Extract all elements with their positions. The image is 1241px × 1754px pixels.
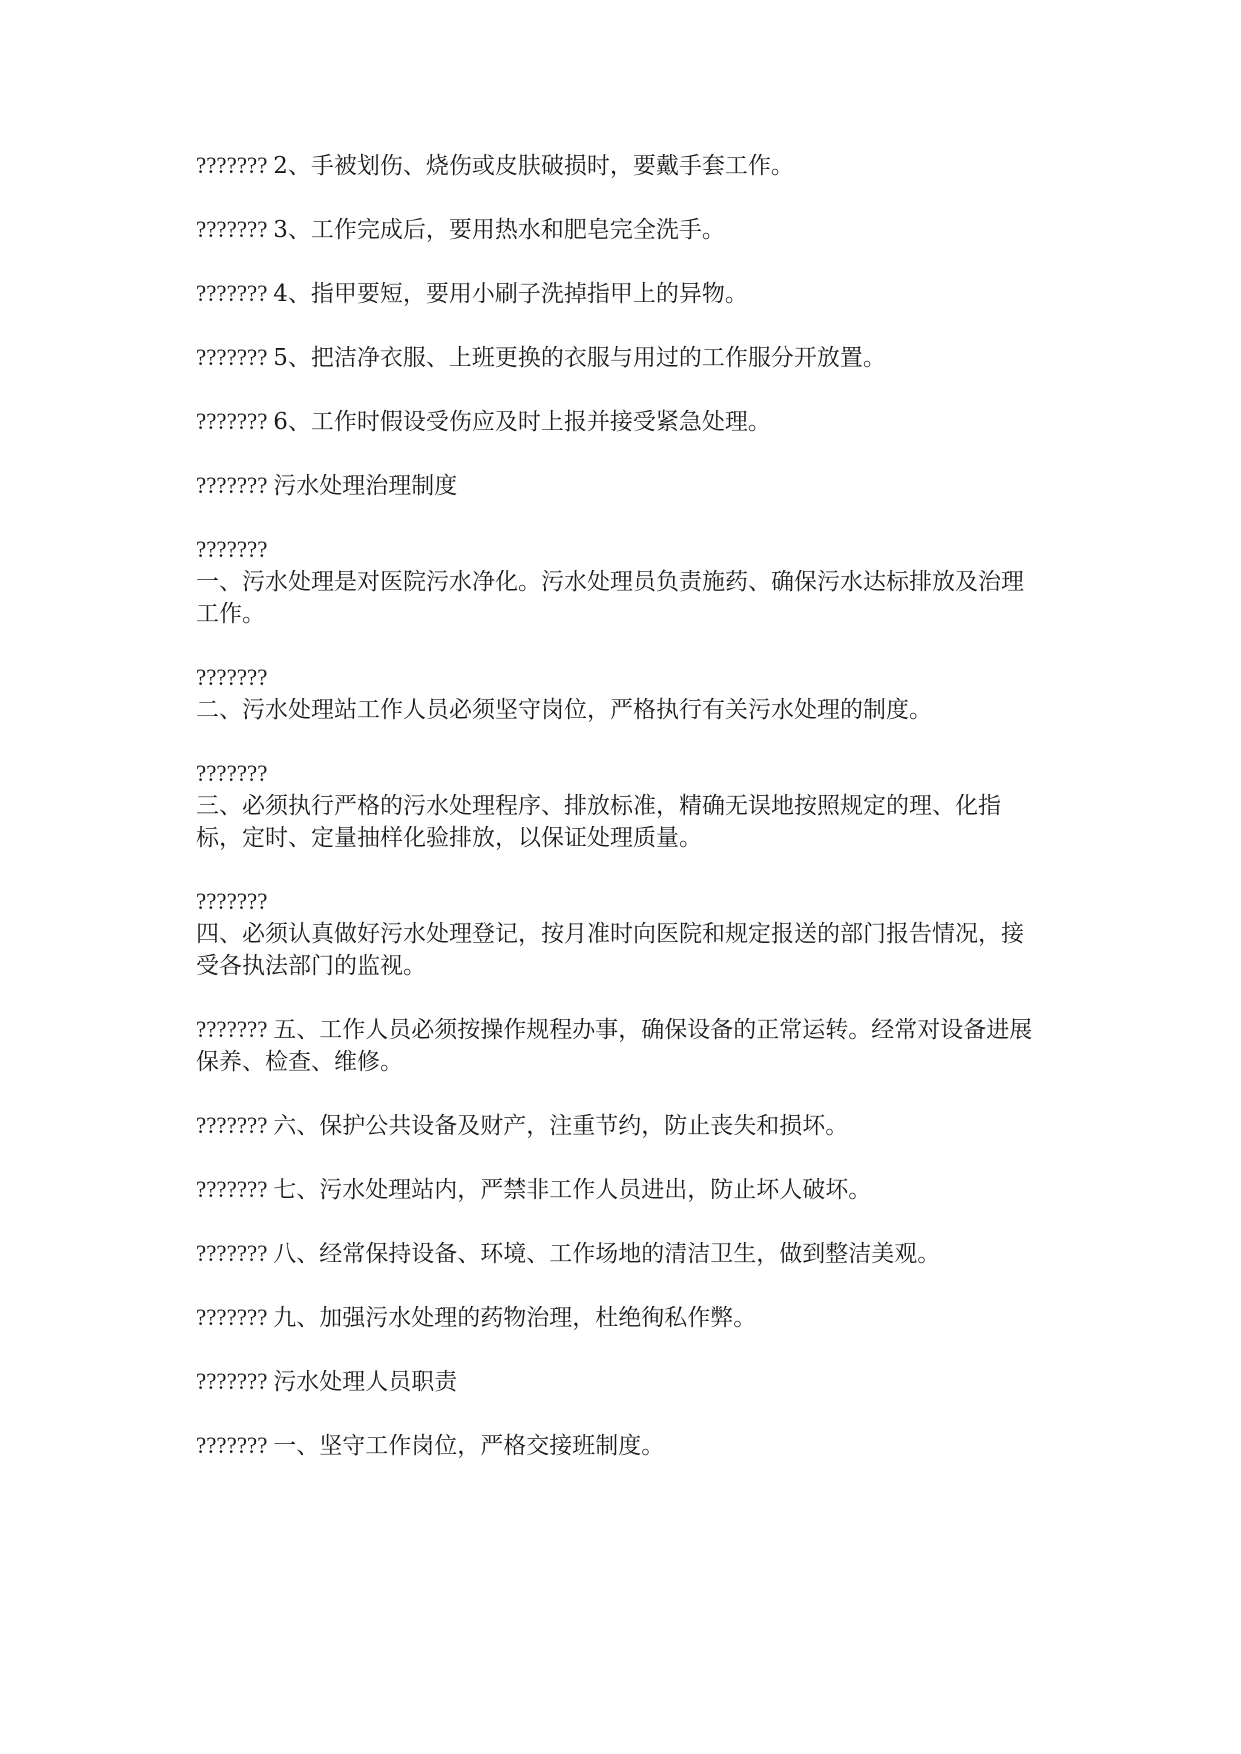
- placeholder-prefix: ???????: [196, 1305, 274, 1330]
- regulation-item-5: [196, 1014, 1036, 1078]
- regulation-item-9: [196, 1302, 1036, 1334]
- paragraph-text: 2、手被划伤、烧伤或皮肤破损时，要戴手套工作。: [273, 153, 794, 179]
- placeholder-prefix: ???????: [196, 1241, 274, 1266]
- paragraph-text: 一、污水处理是对医院污水净化。污水处理员负责施药、确保污水达标排放及治理工作。: [196, 569, 1024, 627]
- paragraph-text: 6、工作时假设受伤应及时上报并接受紧急处理。: [273, 409, 771, 435]
- paragraph-text: 九、加强污水处理的药物治理，杜绝徇私作弊。: [273, 1305, 757, 1331]
- paragraph-text: 七、污水处理站内，严禁非工作人员进出，防止坏人破坏。: [273, 1177, 872, 1203]
- document-body: [196, 150, 1036, 1494]
- section-heading-sewage-management: [196, 470, 1036, 502]
- placeholder-prefix: ???????: [196, 153, 274, 178]
- placeholder-prefix: ???????: [196, 281, 274, 306]
- paragraph-text: 一、坚守工作岗位，严格交接班制度。: [273, 1433, 665, 1459]
- regulation-item-3: [196, 758, 1036, 854]
- regulation-item-8: [196, 1238, 1036, 1270]
- placeholder-prefix: ???????: [196, 889, 268, 914]
- paragraph-item-3: [196, 214, 1036, 246]
- placeholder-prefix: ???????: [196, 761, 268, 786]
- paragraph-text: 六、保护公共设备及财产，注重节约，防止丧失和损坏。: [273, 1113, 849, 1139]
- paragraph-text: 4、指甲要短，要用小刷子洗掉指甲上的异物。: [273, 281, 748, 307]
- placeholder-prefix: ???????: [196, 665, 268, 690]
- paragraph-text: 四、必须认真做好污水处理登记，按月准时向医院和规定报送的部门报告情况，接受各执法部门的监视。: [196, 921, 1024, 979]
- placeholder-prefix: ???????: [196, 409, 274, 434]
- paragraph-item-5: [196, 342, 1036, 374]
- placeholder-prefix: ???????: [196, 1177, 274, 1202]
- section-heading-staff-duties: [196, 1366, 1036, 1398]
- paragraph-text: 五、工作人员必须按操作规程办事，确保设备的正常运转。经常对设备进展保养、检查、维修。: [196, 1017, 1033, 1075]
- paragraph-item-6: [196, 406, 1036, 438]
- placeholder-prefix: ???????: [196, 1433, 274, 1458]
- section-heading-text: 污水处理治理制度: [273, 473, 458, 499]
- paragraph-text: 5、把洁净衣服、上班更换的衣服与用过的工作服分开放置。: [273, 345, 886, 371]
- placeholder-prefix: ???????: [196, 345, 274, 370]
- paragraph-text: 八、经常保持设备、环境、工作场地的清洁卫生，做到整洁美观。: [273, 1241, 941, 1267]
- regulation-item-1: [196, 534, 1036, 630]
- duty-item-1: [196, 1430, 1036, 1462]
- paragraph-item-2: [196, 150, 1036, 182]
- placeholder-prefix: ???????: [196, 473, 274, 498]
- placeholder-prefix: ???????: [196, 1017, 274, 1042]
- placeholder-prefix: ???????: [196, 217, 274, 242]
- paragraph-text: 二、污水处理站工作人员必须坚守岗位，严格执行有关污水处理的制度。: [196, 697, 932, 723]
- paragraph-text: 三、必须执行严格的污水处理程序、排放标准，精确无误地按照规定的理、化指标，定时、定量抽样化验排放，以保证处理质量。: [196, 793, 1001, 851]
- placeholder-prefix: ???????: [196, 537, 268, 562]
- paragraph-text: 3、工作完成后，要用热水和肥皂完全洗手。: [273, 217, 725, 243]
- regulation-item-6: [196, 1110, 1036, 1142]
- section-heading-text: 污水处理人员职责: [273, 1369, 458, 1395]
- regulation-item-2: [196, 662, 1036, 726]
- placeholder-prefix: ???????: [196, 1369, 274, 1394]
- regulation-item-4: [196, 886, 1036, 982]
- placeholder-prefix: ???????: [196, 1113, 274, 1138]
- regulation-item-7: [196, 1174, 1036, 1206]
- paragraph-item-4: [196, 278, 1036, 310]
